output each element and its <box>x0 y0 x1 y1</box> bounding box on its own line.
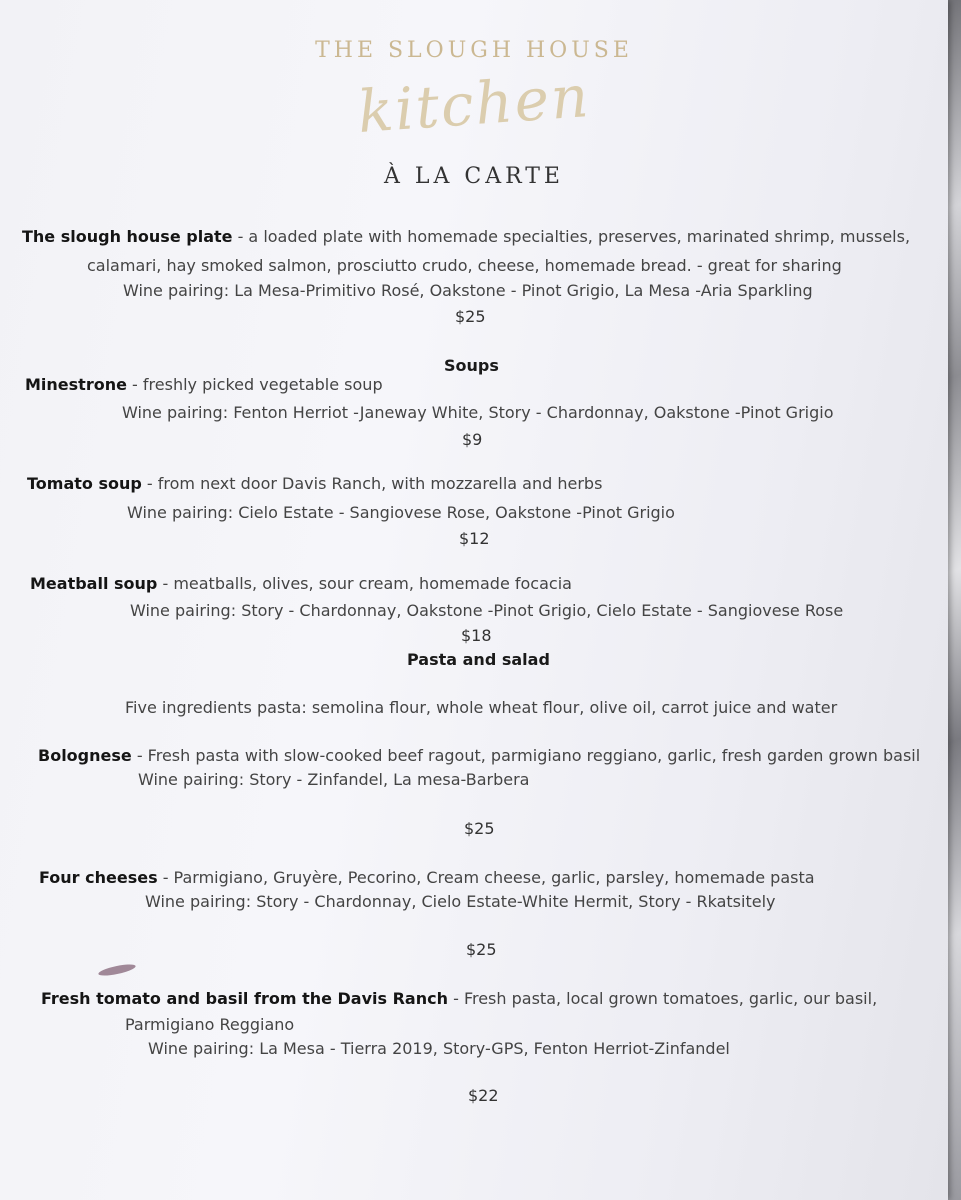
item-description: - Fresh pasta, local grown tomatoes, garlic, our basil, <box>448 989 878 1008</box>
item-price: $25 <box>464 819 495 838</box>
section-heading: Soups <box>444 356 499 375</box>
section-heading: Pasta and salad <box>407 650 550 669</box>
menu-item-line <box>30 574 572 594</box>
pasta-intro: Five ingredients pasta: semolina flour, whole wheat flour, olive oil, carrot juice and water <box>125 698 838 717</box>
item-description: - meatballs, olives, sour cream, homemade focacia <box>157 574 572 593</box>
plate-line <box>22 227 910 247</box>
item-name: The slough house plate <box>22 227 233 246</box>
item-description: calamari, hay smoked salmon, prosciutto crudo, cheese, homemade bread. - great for sharing <box>87 256 842 275</box>
menu-item-line <box>38 746 920 766</box>
brand-title: THE SLOUGH HOUSE <box>315 38 633 63</box>
item-description: - freshly picked vegetable soup <box>126 375 383 394</box>
wine-pairing: Wine pairing: Story - Chardonnay, Cielo Estate-White Hermit, Story - Rkatsitely <box>145 892 776 911</box>
menu-item-line <box>27 474 602 494</box>
wine-pairing: Wine pairing: Story - Chardonnay, Oakstone -Pinot Grigio, Cielo Estate - Sangiovese Rose <box>130 601 844 620</box>
item-price: $25 <box>455 307 486 326</box>
item-price: $9 <box>462 430 483 449</box>
menu-item-line <box>41 989 877 1009</box>
menu-item-line <box>25 375 383 395</box>
wine-pairing: Wine pairing: La Mesa-Primitivo Rosé, Oakstone - Pinot Grigio, La Mesa -Aria Sparkling <box>123 281 813 300</box>
item-price: $22 <box>468 1086 499 1105</box>
item-description: - a loaded plate with homemade specialties, preserves, marinated shrimp, mussels, <box>232 227 911 246</box>
item-description: Parmigiano Reggiano <box>125 1015 295 1034</box>
section-title: À LA CARTE <box>383 164 564 189</box>
menu-item-line <box>39 868 815 888</box>
item-price: $18 <box>461 626 492 645</box>
wine-pairing: Wine pairing: Fenton Herriot -Janeway White, Story - Chardonnay, Oakstone -Pinot Grigio <box>122 403 834 422</box>
wine-pairing: Wine pairing: Cielo Estate - Sangiovese Rose, Oakstone -Pinot Grigio <box>127 503 675 522</box>
item-name: Tomato soup <box>27 474 142 493</box>
item-name: Minestrone <box>25 375 127 394</box>
wine-pairing: Wine pairing: Story - Zinfandel, La mesa-Barbera <box>138 770 530 789</box>
item-price: $25 <box>466 940 497 959</box>
item-name: Four cheeses <box>39 868 158 887</box>
script-logo: kitchen <box>355 61 593 147</box>
item-price: $12 <box>459 529 490 548</box>
wine-pairing: Wine pairing: La Mesa - Tierra 2019, Story-GPS, Fenton Herriot-Zinfandel <box>148 1039 730 1058</box>
item-name: Bolognese <box>38 746 132 765</box>
item-description: - Fresh pasta with slow-cooked beef ragout, parmigiano reggiano, garlic, fresh garden grown basil <box>131 746 921 765</box>
item-name: Fresh tomato and basil from the Davis Ranch <box>41 989 448 1008</box>
item-name: Meatball soup <box>30 574 158 593</box>
item-description: - Parmigiano, Gruyère, Pecorino, Cream cheese, garlic, parsley, homemade pasta <box>157 868 815 887</box>
ink-stain <box>98 962 137 978</box>
item-description: - from next door Davis Ranch, with mozzarella and herbs <box>141 474 603 493</box>
